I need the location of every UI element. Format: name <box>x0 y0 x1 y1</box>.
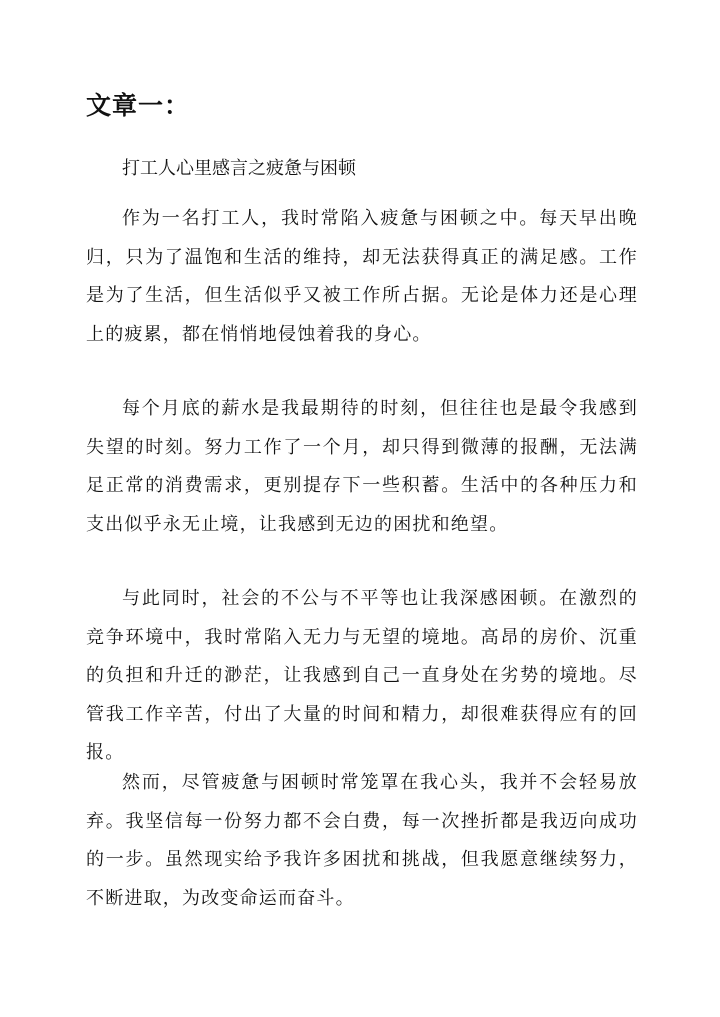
paragraph: 作为一名打工人，我时常陷入疲惫与困顿之中。每天早出晚归，只为了温饱和生活的维持，却无法获得真正的满足感。工作是为了生活，但生活似乎又被工作所占据。无论是体力还是心理上的疲累，都在悄悄地侵蚀着我的身心。 <box>86 208 638 345</box>
article-heading: 文章一： <box>86 91 191 120</box>
paragraph: 每个月底的薪水是我最期待的时刻，但往往也是最令我感到失望的时刻。努力工作了一个月，却只得到微薄的报酬，无法满足正常的消费需求，更别提存下一些积蓄。生活中的各种压力和支出似乎永无止境，让我感到无边的困扰和绝望。 <box>86 398 638 535</box>
paragraph: 与此同时，社会的不公与不平等也让我深感困顿。在激烈的竞争环境中，我时常陷入无力与无望的境地。高昂的房价、沉重的负担和升迁的渺茫，让我感到自己一直身处在劣势的境地。尽管我工作辛苦，付出了大量的时间和精力，却很难获得应有的回报。 <box>86 588 638 763</box>
article-subtitle: 打工人心里感言之疲惫与困顿 <box>122 158 356 179</box>
paragraph: 然而，尽管疲惫与困顿时常笼罩在我心头，我并不会轻易放弃。我坚信每一份努力都不会白费，每一次挫折都是我迈向成功的一步。虽然现实给予我许多困扰和挑战，但我愿意继续努力，不断进取，为改变命运而奋斗。 <box>86 772 638 909</box>
